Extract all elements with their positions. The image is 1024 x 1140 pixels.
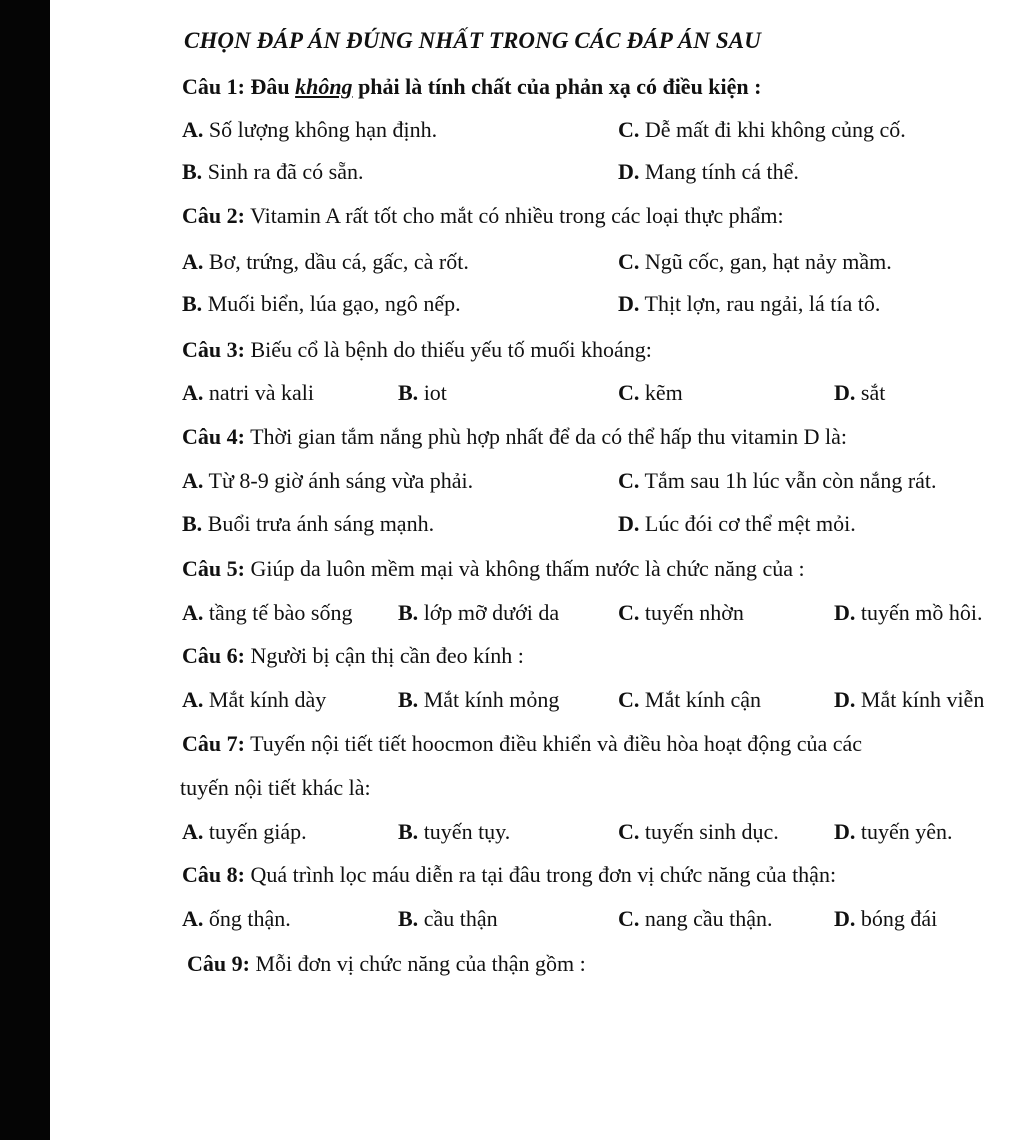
option-b[interactable]: B. tuyến tụy. [398, 819, 511, 844]
option-b[interactable]: B. cầu thận [398, 906, 498, 931]
question-text: Người bị cận thị cần đeo kính : [250, 643, 524, 668]
question-text: Giúp da luôn mềm mại và không thấm nước là chức năng của : [250, 556, 805, 581]
option-a[interactable]: A. Từ 8-9 giờ ánh sáng vừa phải. [182, 468, 474, 493]
option-d[interactable]: D. Thịt lợn, rau ngải, lá tía tô. [618, 291, 881, 316]
question-text: Tuyến nội tiết tiết hoocmon điều khiển và điều hòa hoạt động của các [250, 731, 863, 756]
option-a[interactable]: A. tuyến giáp. [182, 819, 307, 844]
option-d[interactable]: D. tuyến yên. [834, 819, 953, 844]
option-b[interactable]: B. iot [398, 380, 447, 405]
option-a[interactable]: A. tầng tế bào sống [182, 600, 353, 625]
question-label: Câu 9: [187, 951, 250, 976]
option-c[interactable]: C. tuyến sinh dục. [618, 819, 779, 844]
option-c[interactable]: C. nang cầu thận. [618, 906, 773, 931]
question-8 [50, 853, 1024, 897]
options-row [50, 810, 1024, 854]
option-c[interactable]: C. Mắt kính cận [618, 687, 761, 712]
option-d[interactable]: D. tuyến mồ hôi. [834, 600, 983, 625]
options-row [50, 591, 1024, 635]
option-a[interactable]: A. ống thận. [182, 906, 291, 931]
document-page [50, 0, 1024, 1140]
option-a[interactable]: A. Bơ, trứng, dầu cá, gấc, cà rốt. [182, 249, 469, 274]
option-d[interactable]: D. bóng đái [834, 906, 938, 931]
options-row [50, 150, 1024, 194]
question-9 [50, 942, 1024, 986]
question-text: Mỗi đơn vị chức năng của thận gồm : [255, 951, 586, 976]
question-text: Biếu cổ là bệnh do thiếu yếu tố muối khoáng: [250, 337, 652, 362]
question-text-continued: tuyến nội tiết khác là: [180, 775, 371, 800]
question-text: Vitamin A rất tốt cho mắt có nhiều trong các loại thực phẩm: [250, 203, 784, 228]
question-label: Câu 7: [182, 731, 245, 756]
options-row [50, 897, 1024, 941]
question-label: Câu 6: [182, 643, 245, 668]
option-d[interactable]: D. sắt [834, 380, 886, 405]
question-text: phải là tính chất của phản xạ có điều kiện : [358, 74, 762, 99]
option-a[interactable]: A. natri và kali [182, 380, 314, 405]
question-label: Câu 2: [182, 203, 245, 228]
option-b[interactable]: B. Muối biển, lúa gạo, ngô nếp. [182, 291, 461, 316]
option-a[interactable]: A. Số lượng không hạn định. [182, 117, 438, 142]
question-label: Câu 4: [182, 424, 245, 449]
option-b[interactable]: B. lớp mỡ dưới da [398, 600, 560, 625]
options-row [50, 502, 1024, 546]
option-a[interactable]: A. Mắt kính dày [182, 687, 327, 712]
option-c[interactable]: C. Tắm sau 1h lúc vẫn còn nắng rát. [618, 468, 937, 493]
option-b[interactable]: B. Sinh ra đã có sẵn. [182, 159, 364, 184]
question-emphasis: không [295, 74, 353, 99]
question-text: Thời gian tắm nắng phù hợp nhất để da có thể hấp thu vitamin D là: [250, 424, 848, 449]
options-row [50, 282, 1024, 326]
option-d[interactable]: D. Lúc đói cơ thể mệt mỏi. [618, 511, 856, 536]
left-black-bar [0, 0, 50, 1140]
question-label: Câu 5: [182, 556, 245, 581]
option-c[interactable]: C. kẽm [618, 380, 683, 405]
option-c[interactable]: C. Ngũ cốc, gan, hạt nảy mầm. [618, 249, 892, 274]
question-5 [50, 547, 1024, 591]
options-row [50, 240, 1024, 284]
question-3 [50, 328, 1024, 372]
option-b[interactable]: B. Buổi trưa ánh sáng mạnh. [182, 511, 435, 536]
options-row [50, 108, 1024, 152]
options-row [50, 459, 1024, 503]
options-row [50, 678, 1024, 722]
question-label: Câu 8: [182, 862, 245, 887]
question-1 [50, 65, 1024, 109]
question-2 [50, 194, 1024, 238]
option-c[interactable]: C. Dễ mất đi khi không củng cố. [618, 117, 906, 142]
question-text: Đâu [250, 74, 290, 99]
question-text: Quá trình lọc máu diễn ra tại đâu trong đơn vị chức năng của thận: [250, 862, 837, 887]
option-d[interactable]: D. Mang tính cá thể. [618, 159, 799, 184]
options-row [50, 371, 1024, 415]
option-b[interactable]: B. Mắt kính mỏng [398, 687, 560, 712]
question-label: Câu 3: [182, 337, 245, 362]
question-label: Câu 1: [182, 74, 245, 99]
question-4 [50, 415, 1024, 459]
page-title: CHỌN ĐÁP ÁN ĐÚNG NHẤT TRONG CÁC ĐÁP ÁN SAU [184, 28, 761, 53]
question-6 [50, 634, 1024, 678]
option-c[interactable]: C. tuyến nhờn [618, 600, 744, 625]
question-7 [50, 722, 1024, 766]
option-d[interactable]: D. Mắt kính viễn [834, 687, 985, 712]
